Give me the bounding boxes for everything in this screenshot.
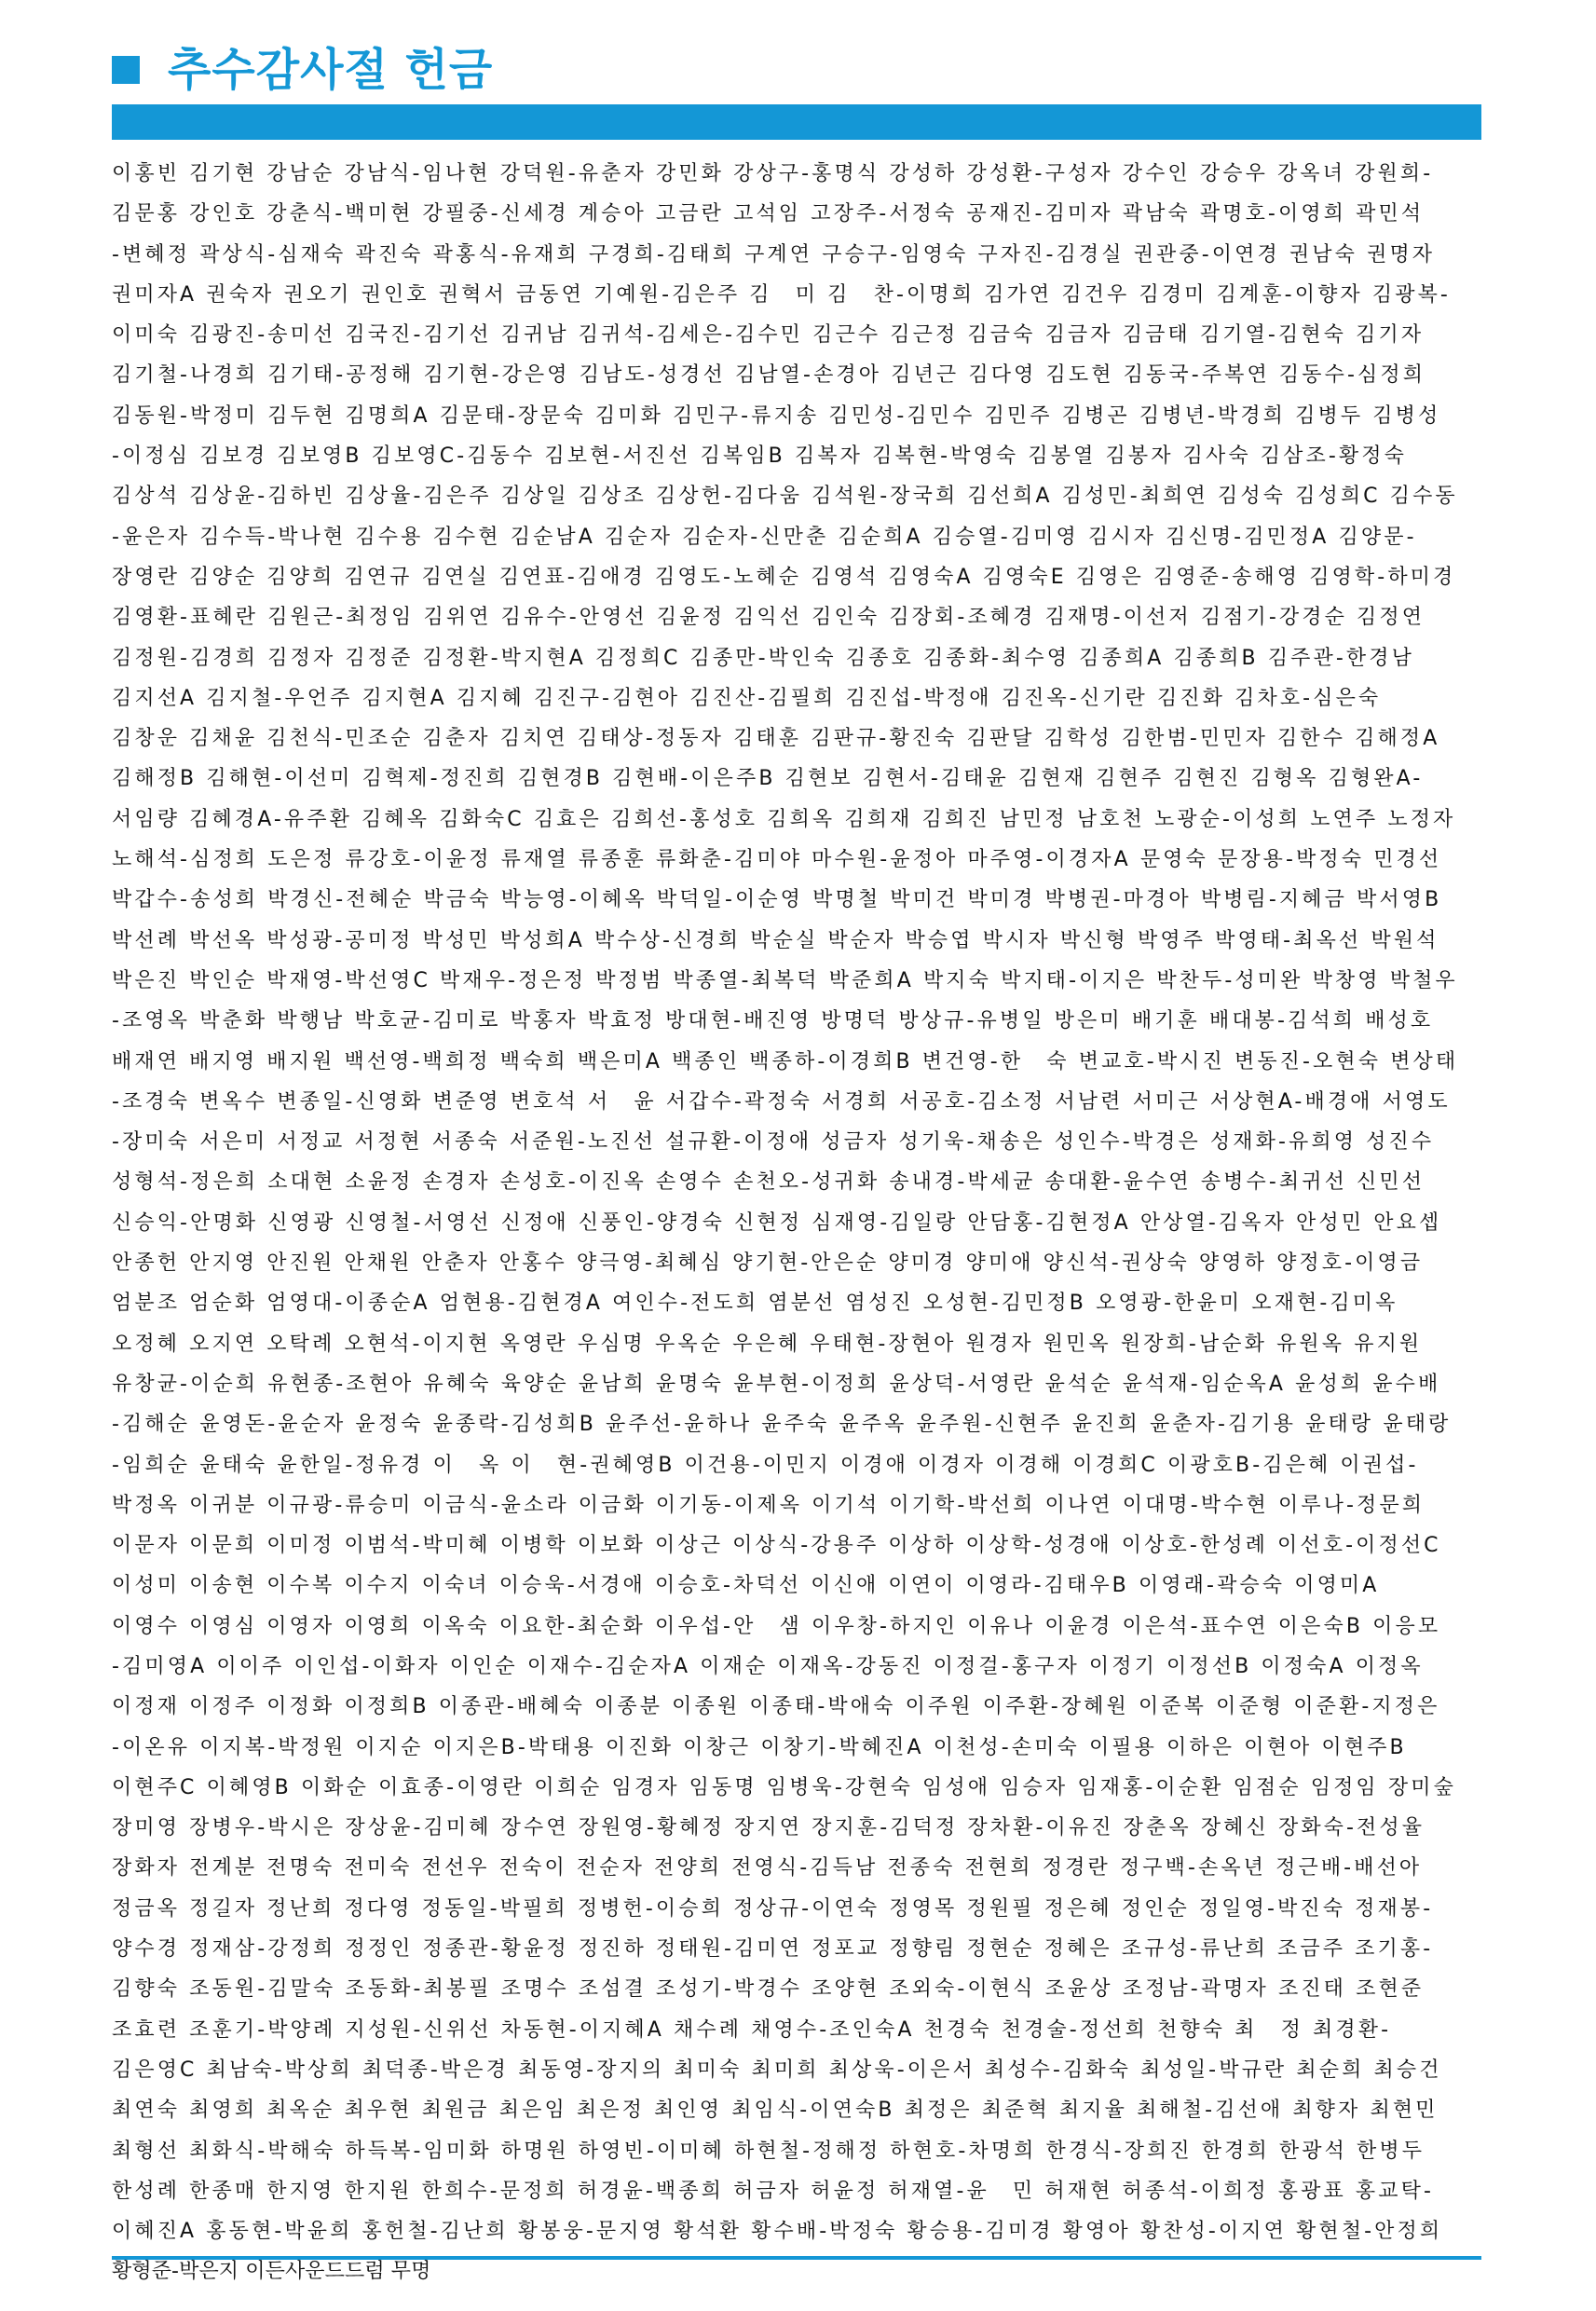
donor-line: 안종헌 안지영 안진원 안채원 안춘자 안홍수 양극영-최혜심 양기현-안은순 양미경 양미애 양신석-권상숙 양영하 양정호-이영금 <box>112 1251 1424 1276</box>
donor-line: 박갑수-송성희 박경신-전혜순 박금숙 박능영-이혜옥 박덕일-이순영 박명철 박미건 박미경 박병권-마경아 박병림-지혜금 박서영B <box>112 888 1442 912</box>
donor-line: 오정혜 오지연 오탁례 오현석-이지현 옥영란 우심명 우옥순 우은혜 우태현-장현아 원경자 원민옥 원장희-남순화 유원옥 유지원 <box>112 1332 1423 1356</box>
page-title: 추수감사절 헌금 <box>168 44 494 96</box>
donor-line: 유창균-이순희 유현종-조현아 유혜숙 육양순 윤남희 윤명숙 윤부현-이정희 윤상덕-서영란 윤석순 윤석재-임순옥A 윤성희 윤수배 <box>112 1372 1441 1396</box>
donor-line: -이정심 김보경 김보영B 김보영C-김동수 김보현-서진선 김복임B 김복자 김복현-박영숙 김봉열 김봉자 김사숙 김삼조-황정숙 <box>112 444 1407 469</box>
donor-line: -조영옥 박춘화 박행남 박호균-김미로 박홍자 박효정 방대현-배진영 방명덕 방상규-유병일 방은미 배기훈 배대봉-김석희 배성호 <box>112 1009 1434 1033</box>
donor-line: 최연숙 최영희 최옥순 최우현 최원금 최은임 최은정 최인영 최임식-이연숙B 최정은 최준혁 최지율 최해철-김선애 최향자 최현민 <box>112 2099 1439 2123</box>
title-square-icon <box>112 56 140 84</box>
donor-line: 이문자 이문희 이미정 이범석-박미혜 이병학 이보화 이상근 이상식-강용주 이상하 이상학-성경애 이상호-한성례 이선호-이정선C <box>112 1534 1441 1558</box>
page-header <box>112 41 1481 99</box>
bottom-divider <box>112 2256 1481 2260</box>
donor-line: -장미숙 서은미 서정교 서정현 서종숙 서준원-노진선 설규환-이정애 성금자 성기욱-채송은 성인수-박경은 성재화-유희영 성진수 <box>112 1130 1435 1155</box>
donor-line: 양수경 정재삼-강정희 정정인 정종관-황윤정 정진하 정태원-김미연 정포교 정향림 정현순 정혜은 조규성-류난희 조금주 조기홍- <box>112 1937 1434 1962</box>
donor-line: 조효련 조훈기-박양례 지성원-신위선 차동현-이지혜A 채수례 채영수-조인숙A 천경숙 천경술-정선희 천향숙 최 정 최경환- <box>112 2017 1392 2042</box>
donor-line: 김영환-표혜란 김원근-최정임 김위연 김유수-안영선 김윤정 김익선 김인숙 김장회-조혜경 김재명-이선저 김점기-강경순 김정연 <box>112 606 1425 630</box>
donor-line: 서임량 김혜경A-유주환 김혜옥 김화숙C 김효은 김희선-홍성호 김희옥 김희재 김희진 남민정 남호천 노광순-이성희 노연주 노정자 <box>112 807 1456 831</box>
donor-line: 이혜진A 홍동현-박윤희 홍헌철-김난희 황봉웅-문지영 황석환 황수배-박정숙 황승용-김미경 황영아 황찬성-이지연 황현철-안정희 <box>112 2220 1443 2244</box>
donor-line: 이정재 이정주 이정화 이정희B 이종관-배혜숙 이종분 이종원 이종태-박애숙 이주원 이주환-장혜원 이준복 이준형 이준환-지정은 <box>112 1695 1440 1719</box>
donor-line: 이현주C 이혜영B 이화순 이효종-이영란 이희순 임경자 임동명 임병욱-강현숙 임성애 임승자 임재홍-이순환 임점순 임정임 장미숲 <box>112 1775 1456 1799</box>
donor-line: 한성례 한종매 한지영 한지원 한희수-문정희 허경윤-백종희 허금자 허윤정 허재열-윤 민 허재현 허종석-이희정 홍광표 홍교탁- <box>112 2179 1435 2203</box>
donor-line: 박정옥 이귀분 이규광-류승미 이금식-윤소라 이금화 이기동-이제옥 이기석 이기학-박선희 이나연 이대명-박수현 이루나-정문희 <box>112 1493 1425 1517</box>
donor-line: 정금옥 정길자 정난희 정다영 정동일-박필희 정병헌-이승희 정상규-이연숙 정영목 정원필 정은혜 정인순 정일영-박진숙 정재봉- <box>112 1896 1434 1921</box>
donor-line: 김은영C 최남숙-박상희 최덕종-박은경 최동영-장지의 최미숙 최미희 최상욱-이은서 최성수-김화숙 최성일-박규란 최순희 최승건 <box>112 2058 1442 2082</box>
title-underline-bar <box>112 104 1481 140</box>
donor-line: 장화자 전계분 전명숙 전미숙 전선우 전숙이 전순자 전양희 전영식-김득남 전종숙 전현희 정경란 정구백-손옥년 정근배-배선아 <box>112 1856 1423 1880</box>
donor-line: 박은진 박인순 박재영-박선영C 박재우-정은정 박정범 박종열-최복덕 박준희A 박지숙 박지태-이지은 박찬두-성미완 박창영 박철우 <box>112 968 1458 992</box>
donor-line: -변혜정 곽상식-심재숙 곽진숙 곽홍식-유재희 구경희-김태희 구계연 구승구-임영숙 구자진-김경실 권관중-이연경 권남숙 권명자 <box>112 242 1436 267</box>
donor-line: 이홍빈 김기현 강남순 강남식-임나현 강덕원-유춘자 강민화 강상구-홍명식 강성하 강성환-구성자 강수인 강승우 강옥녀 강원희- <box>112 162 1434 185</box>
donor-line: 김지선A 김지철-우언주 김지현A 김지혜 김진구-김현아 김진산-김필희 김진섭-박정애 김진옥-신기란 김진화 김차호-심은숙 <box>112 686 1382 710</box>
donor-line: 노해석-심정희 도은정 류강호-이윤정 류재열 류종훈 류화춘-김미야 마수원-윤정아 마주영-이경자A 문영숙 문장용-박정숙 민경선 <box>112 848 1442 872</box>
donor-line: -윤은자 김수득-박나현 김수용 김수현 김순남A 김순자 김순자-신만춘 김순희A 김승열-김미영 김시자 김신명-김민정A 김양문- <box>112 525 1417 549</box>
donor-line: 이영수 이영심 이영자 이영희 이옥숙 이요한-최순화 이우섭-안 샘 이우창-하지인 이유나 이윤경 이은석-표수연 이은숙B 이응모 <box>112 1614 1441 1638</box>
donor-line: 김정원-김경희 김정자 김정준 김정환-박지현A 김정희C 김종만-박인숙 김종호 김종화-최수영 김종희A 김종희B 김주관-한경남 <box>112 646 1414 670</box>
donor-line: 김동원-박정미 김두현 김명희A 김문태-장문숙 김미화 김민구-류지송 김민성-김민수 김민주 김병곤 김병년-박경희 김병두 김병성 <box>112 403 1441 428</box>
donor-line: 성형석-정은희 소대현 소윤정 손경자 손성호-이진옥 손영수 손천오-성귀화 송내경-박세균 송대환-윤수연 송병수-최귀선 신민선 <box>112 1170 1425 1195</box>
donor-line: 김상석 김상윤-김하빈 김상율-김은주 김상일 김상조 김상헌-김다움 김석원-장국희 김선희A 김성민-최희연 김성숙 김성희C 김수동 <box>112 485 1458 509</box>
donor-line: -임희순 윤태숙 윤한일-정유경 이 옥 이 현-권혜영B 이건용-이민지 이경애 이경자 이경해 이경희C 이광호B-김은혜 이권섭- <box>112 1453 1419 1477</box>
donor-line: 김기철-나경희 김기태-공정해 김기현-강은영 김남도-성경선 김남열-손경아 김년근 김다영 김도현 김동국-주복연 김동수-심정희 <box>112 363 1426 388</box>
donor-line: -조경숙 변옥수 변종일-신영화 변준영 변호석 서 윤 서갑수-곽정숙 서경희 서공호-김소정 서남련 서미근 서상현A-배경애 서영도 <box>112 1089 1451 1114</box>
donor-line: 장미영 장병우-박시은 장상윤-김미혜 장수연 장원영-황혜정 장지연 장지훈-김덕정 장차환-이유진 장춘옥 장혜신 장화숙-전성율 <box>112 1816 1425 1840</box>
donor-line: 배재연 배지영 배지원 백선영-백희정 백숙희 백은미A 백종인 백종하-이경희B 변건영-한 숙 변교호-박시진 변동진-오현숙 변상태 <box>112 1049 1459 1073</box>
donor-line: -김해순 윤영돈-윤순자 윤정숙 윤종락-김성희B 윤주선-윤하나 윤주숙 윤주옥 윤주원-신현주 윤진희 윤춘자-김기용 윤태랑 윤태랑 <box>112 1413 1452 1437</box>
donor-line: 김향숙 조동원-김말숙 조동화-최봉필 조명수 조섬결 조성기-박경수 조양현 조외숙-이현식 조윤상 조정남-곽명자 조진태 조현준 <box>112 1977 1425 2002</box>
donor-line: -김미영A 이이주 이인섭-이화자 이인순 이재수-김순자A 이재순 이재옥-강동진 이정걸-홍구자 이정기 이정선B 이정숙A 이정옥 <box>112 1654 1424 1678</box>
donor-line: 엄분조 엄순화 엄영대-이종순A 엄현용-김현경A 여인수-전도희 염분선 염성진 오성현-김민정B 오영광-한윤미 오재현-김미옥 <box>112 1292 1398 1316</box>
donor-line: 장영란 김양순 김양희 김연규 김연실 김연표-김애경 김영도-노혜순 김영석 김영숙A 김영숙E 김영은 김영준-송해영 김영학-하미경 <box>112 565 1456 589</box>
donor-line: 박선례 박선옥 박성광-공미정 박성민 박성희A 박수상-신경희 박순실 박순자 박승엽 박시자 박신형 박영주 박영태-최옥선 박원석 <box>112 928 1439 952</box>
donor-line: 신승익-안명화 신영광 신영철-서영선 신정애 신풍인-양경숙 신현정 심재영-김일랑 안담홍-김현정A 안상열-김옥자 안성민 안요셉 <box>112 1210 1442 1235</box>
donor-line: 최형선 최화식-박해숙 하득복-임미화 하명원 하영빈-이미혜 하현철-정해정 하현호-차명희 한경식-장희진 한경희 한광석 한병두 <box>112 2139 1425 2163</box>
donor-line: 김해정B 김해현-이선미 김혁제-정진희 김현경B 김현배-이은주B 김현보 김현서-김태윤 김현재 김현주 김현진 김형옥 김형완A- <box>112 767 1424 791</box>
donor-line: 이성미 이송현 이수복 이수지 이숙녀 이승욱-서경애 이승호-차덕선 이신애 이연이 이영라-김태우B 이영래-곽승숙 이영미A <box>112 1574 1380 1598</box>
donor-line: 이미숙 김광진-송미선 김국진-김기선 김귀남 김귀석-김세은-김수민 김근수 김근정 김금숙 김금자 김금태 김기열-김현숙 김기자 <box>112 323 1425 348</box>
donor-line: 권미자A 권숙자 권오기 권인호 권혁서 금동연 기예원-김은주 김 미 김 찬-이명희 김가연 김건우 김경미 김계훈-이향자 김광복- <box>112 282 1451 307</box>
donor-line: 김창운 김채윤 김천식-민조순 김춘자 김치연 김태상-정동자 김태훈 김판규-황진숙 김판달 김학성 김한범-민민자 김한수 김해정A <box>112 727 1440 751</box>
donor-line: 김문홍 강인호 강춘식-백미현 강필중-신세경 계승아 고금란 고석임 고장주-서정숙 공재진-김미자 곽남숙 곽명호-이영희 곽민석 <box>112 202 1425 226</box>
donor-line: 황형준-박은지 이든사운드드럼 무명 <box>112 2260 431 2284</box>
donor-list <box>112 154 1481 2284</box>
donor-line: -이온유 이지복-박정원 이지순 이지은B-박태용 이진화 이창근 이창기-박혜진A 이천성-손미숙 이필용 이하은 이현아 이현주B <box>112 1735 1407 1759</box>
